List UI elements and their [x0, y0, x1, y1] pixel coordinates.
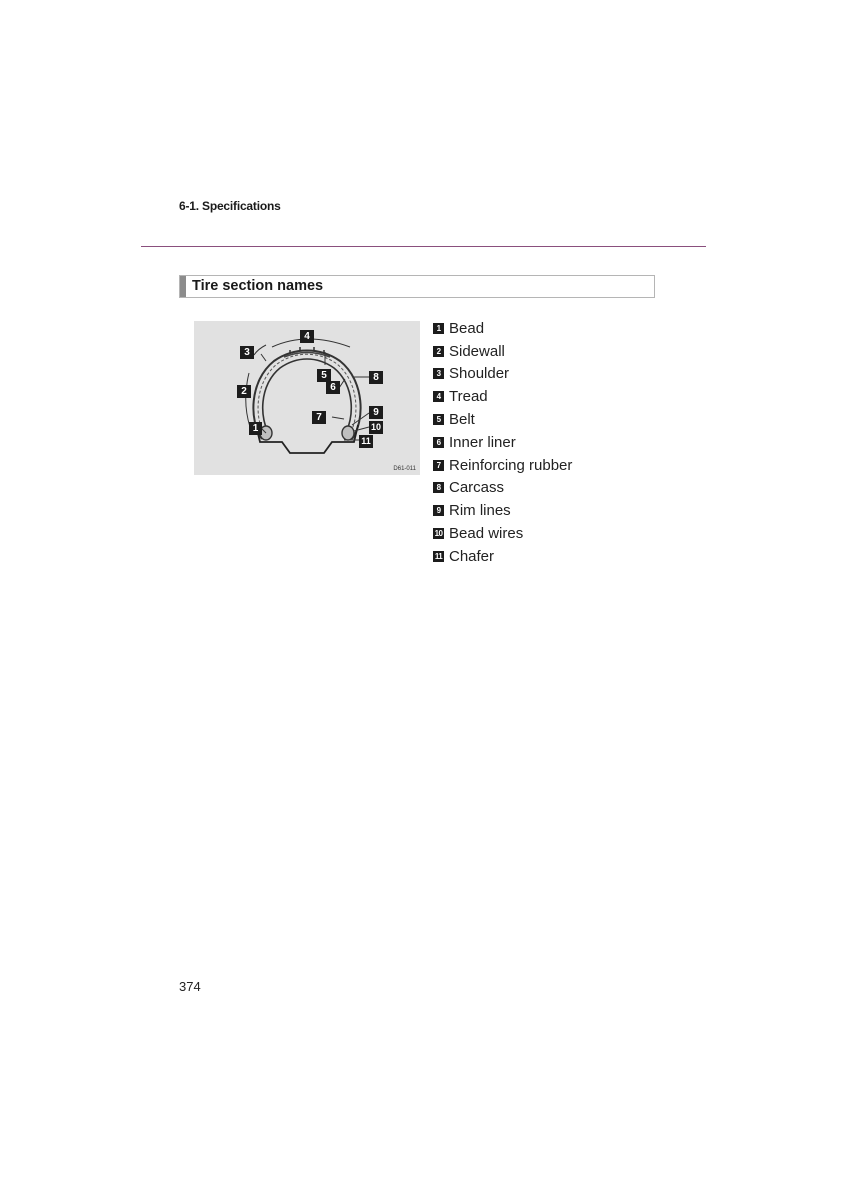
number-badge: 9 — [433, 505, 444, 516]
number-badge: 11 — [434, 551, 443, 561]
number-badge: 6 — [433, 437, 444, 448]
number-badge: 3 — [433, 368, 444, 379]
legend-label: Tread — [449, 388, 488, 406]
legend-item — [433, 363, 572, 386]
legend-item — [433, 317, 572, 340]
callout-2: 2 — [237, 385, 251, 398]
legend-label: Reinforcing rubber — [449, 456, 573, 474]
legend-item — [433, 408, 572, 431]
legend-label: Belt — [449, 411, 475, 429]
section-title-box — [179, 275, 655, 298]
legend-label: Inner liner — [449, 433, 516, 451]
legend-item — [433, 454, 572, 477]
legend-label: Chafer — [449, 547, 495, 565]
callout-6: 6 — [326, 381, 340, 394]
callout-1: 1 — [249, 422, 262, 435]
number-badge: 10 — [434, 529, 443, 539]
legend-item — [433, 340, 572, 363]
callout-9: 9 — [369, 406, 383, 419]
legend-item — [433, 545, 572, 568]
number-badge: 2 — [433, 346, 444, 357]
callout-4: 4 — [300, 330, 314, 343]
callout-3: 3 — [240, 346, 254, 359]
tire-diagram — [194, 321, 420, 475]
tire-cross-section-figure — [194, 321, 420, 475]
number-badge: 4 — [433, 391, 444, 402]
legend-label: Rim lines — [449, 502, 511, 520]
callout-8: 8 — [369, 371, 383, 384]
figure-code: D61-011 — [393, 466, 416, 472]
legend-label: Carcass — [449, 479, 505, 497]
number-badge: 8 — [433, 482, 444, 493]
number-badge: 7 — [433, 460, 444, 471]
header-divider — [141, 246, 706, 247]
legend-item — [433, 477, 572, 500]
legend-item — [433, 499, 572, 522]
legend-label: Sidewall — [449, 342, 505, 360]
legend-item — [433, 431, 572, 454]
callout-7: 7 — [312, 411, 326, 424]
section-header: 6-1. Specifications — [179, 199, 281, 213]
legend-item — [433, 522, 572, 545]
legend-label: Bead — [449, 319, 485, 337]
page-number: 374 — [179, 979, 201, 994]
legend-label: Shoulder — [449, 365, 510, 383]
legend-label: Bead wires — [449, 525, 524, 543]
legend-item — [433, 385, 572, 408]
number-badge: 5 — [433, 414, 444, 425]
callout-5: 5 — [317, 369, 331, 382]
callout-11: 11 — [359, 435, 373, 448]
title-accent-bar — [180, 276, 186, 297]
section-title: Tire section names — [192, 278, 324, 294]
number-badge: 1 — [433, 323, 444, 334]
callout-10: 10 — [370, 422, 381, 432]
tire-parts-legend — [433, 317, 572, 568]
